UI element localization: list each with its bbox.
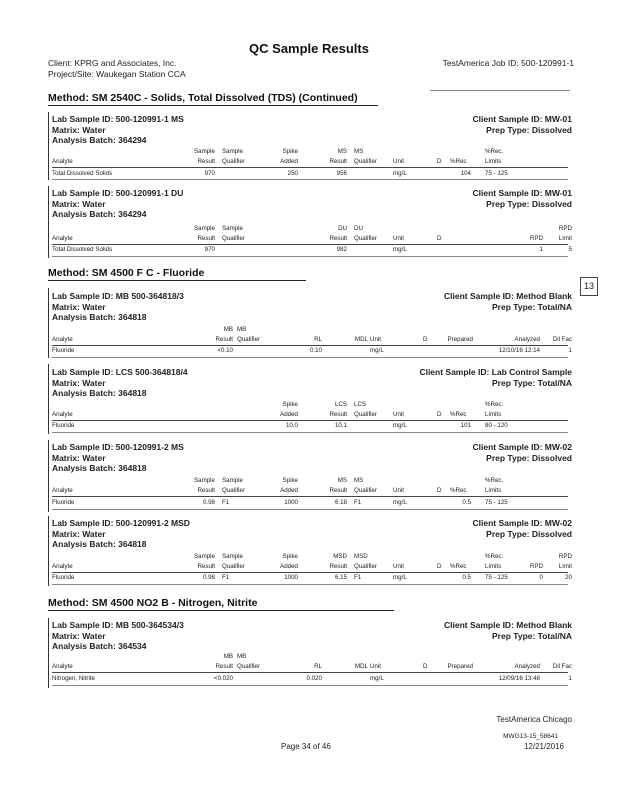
header-divider: [430, 90, 570, 91]
row-rule: [52, 256, 568, 257]
column-header: [0, 235, 618, 243]
cell-result: <0.020: [213, 675, 233, 682]
col-analyte: Analyte: [52, 563, 73, 570]
cell-unit: mg/L: [393, 246, 407, 253]
cell-qualifier: F1: [354, 499, 362, 506]
col-mb: MB: [237, 326, 247, 333]
method-underline: [48, 610, 394, 611]
cell-result: 6.15: [334, 574, 347, 581]
table-row: [0, 574, 618, 582]
col-spike: Spike: [282, 477, 298, 484]
cell-analyzed: 12/09/16 13:48: [498, 675, 540, 682]
col-rpd: RPD: [529, 563, 543, 570]
col-d: D: [423, 336, 428, 343]
col-ms: MS: [337, 148, 347, 155]
row-rule: [52, 509, 568, 510]
col-du: DU: [338, 225, 347, 232]
block-client: [473, 114, 572, 135]
matrix: Matrix: Water: [52, 452, 106, 463]
block-client: [419, 367, 572, 388]
col-rec: %Rec.: [485, 401, 504, 408]
col-sample: Sample: [222, 477, 243, 484]
col-analyte: Analyte: [52, 487, 73, 494]
matrix: Matrix: Water: [52, 124, 106, 135]
method-underline: [48, 105, 378, 106]
lab-sample-id: Lab Sample ID: MB 500-364534/3: [52, 620, 184, 630]
cell-result: 0.98: [202, 499, 215, 506]
cell-result: 0.98: [202, 574, 215, 581]
cell-analyte: Nitrogen, Nitrite: [52, 675, 95, 682]
method-underline: [48, 280, 306, 281]
col-mdl: MDL: [354, 336, 368, 343]
block-client: [473, 442, 572, 463]
block-ids: [52, 114, 184, 146]
cell-unit: mg/L: [370, 347, 384, 354]
method-title: Method: SM 4500 NO2 B - Nitrogen, Nitrite: [48, 597, 258, 609]
client-name: Client: KPRG and Associates, Inc.: [48, 58, 177, 68]
col-qualifier: Qualifier: [354, 235, 378, 242]
cell-qualifier: F1: [222, 499, 230, 506]
block-ids: [52, 518, 190, 550]
matrix: Matrix: Water: [52, 377, 106, 388]
prep-type: Prep Type: Total/NA: [492, 301, 572, 312]
cell-rec: 101: [460, 422, 471, 429]
col-limits: Limits: [485, 563, 502, 570]
cell-limit: 5: [568, 246, 572, 253]
col-result: Result: [329, 158, 347, 165]
col-qualifier: Qualifier: [222, 235, 246, 242]
col-unit: Unit: [393, 487, 405, 494]
col-unit: Unit: [393, 235, 405, 242]
block-client: [444, 291, 572, 312]
prep-type: Prep Type: Dissolved: [486, 452, 572, 463]
col-dilfac: Dil Fac: [552, 663, 572, 670]
col-prepared: Prepared: [447, 663, 473, 670]
cell-rl: 0.10: [309, 347, 322, 354]
col-added: Added: [280, 563, 298, 570]
client-sample-id: Client Sample ID: MW-02: [472, 442, 572, 452]
prep-type: Prep Type: Total/NA: [492, 377, 572, 388]
col-mb: MB: [223, 326, 233, 333]
analysis-batch: Analysis Batch: 364534: [52, 641, 147, 651]
lab-sample-id: Lab Sample ID: 500-120991-1 DU: [52, 188, 184, 198]
cell-rec: 0.5: [462, 574, 471, 581]
col-sample: Sample: [222, 225, 243, 232]
row-rule: [52, 179, 568, 180]
column-header: [0, 336, 618, 344]
report-date: 12/21/2016: [523, 742, 564, 751]
col-result: Result: [329, 487, 347, 494]
lab-sample-id: Lab Sample ID: 500-120991-1 MS: [52, 114, 184, 124]
cell-dilfac: 1: [568, 675, 572, 682]
table-row: [0, 499, 618, 507]
analysis-batch: Analysis Batch: 364818: [52, 463, 147, 473]
row-rule: [52, 357, 568, 358]
col-rec: %Rec.: [485, 148, 504, 155]
block-client: [473, 518, 572, 539]
col-analyte: Analyte: [52, 663, 73, 670]
col-result: Result: [215, 336, 233, 343]
cell-added: 250: [287, 170, 298, 177]
col-sample: Sample: [222, 148, 243, 155]
col-result: Result: [215, 663, 233, 670]
block-ids: [52, 188, 183, 220]
cell-qualifier: F1: [222, 574, 230, 581]
column-header: [0, 563, 618, 571]
column-header: [0, 487, 618, 495]
column-header-top: [0, 477, 618, 485]
col-result: Result: [197, 235, 215, 242]
analysis-batch: Analysis Batch: 364294: [52, 135, 147, 145]
block-client: [444, 620, 572, 641]
prep-type: Prep Type: Total/NA: [492, 630, 572, 641]
cell-rpd: 0: [539, 574, 543, 581]
col-du: DU: [354, 225, 363, 232]
table-row: [0, 675, 618, 683]
footer-lab: TestAmerica Chicago: [496, 715, 572, 724]
col-prepared: Prepared: [447, 336, 473, 343]
col-qualifier: Qualifier: [354, 487, 378, 494]
page-number: Page 34 of 46: [281, 742, 331, 751]
cell-unit: mg/L: [393, 422, 407, 429]
col-spike: Spike: [282, 553, 298, 560]
col-msd: MSD: [333, 553, 347, 560]
col-unit: Unit: [393, 563, 405, 570]
col-dilfac: Dil Fac: [552, 336, 572, 343]
col-unit: Unit: [393, 158, 405, 165]
col-d: D: [437, 563, 442, 570]
col-sample: Sample: [194, 553, 215, 560]
col-rec: %Rec: [450, 411, 467, 418]
col-rec: %Rec.: [485, 553, 504, 560]
col-rl: RL: [314, 663, 322, 670]
lab-sample-id: Lab Sample ID: 500-120991-2 MSD: [52, 518, 190, 528]
client-sample-id: Client Sample ID: Method Blank: [444, 620, 572, 630]
col-sample: Sample: [194, 477, 215, 484]
column-header-top: [0, 653, 618, 661]
client-sample-id: Client Sample ID: Method Blank: [444, 291, 572, 301]
col-analyte: Analyte: [52, 336, 73, 343]
col-result: Result: [329, 411, 347, 418]
col-d: D: [437, 411, 442, 418]
cell-rec: 0.5: [462, 499, 471, 506]
table-row: [0, 347, 618, 355]
analysis-batch: Analysis Batch: 364818: [52, 312, 147, 322]
cell-unit: mg/L: [393, 170, 407, 177]
cell-result: 956: [336, 170, 347, 177]
col-spike: Spike: [282, 401, 298, 408]
col-mdl: MDL: [354, 663, 368, 670]
col-analyte: Analyte: [52, 411, 73, 418]
analysis-batch: Analysis Batch: 364818: [52, 539, 147, 549]
header-rule: [52, 244, 568, 245]
col-limits: Limits: [485, 411, 502, 418]
col-unit: Unit: [370, 663, 382, 670]
col-result: Result: [197, 487, 215, 494]
cell-analyte: Fluoride: [52, 347, 75, 354]
col-qualifier: Qualifier: [354, 158, 378, 165]
cell-analyte: Fluoride: [52, 422, 75, 429]
cell-added: 1000: [284, 574, 298, 581]
col-sample: Sample: [222, 553, 243, 560]
cell-unit: mg/L: [370, 675, 384, 682]
cell-qualifier: F1: [354, 574, 362, 581]
table-row: [0, 246, 618, 254]
job-id: TestAmerica Job ID: 500-120991-1: [442, 58, 574, 68]
header-rule: [52, 496, 568, 497]
col-d: D: [437, 235, 442, 242]
client-sample-id: Client Sample ID: MW-01: [472, 114, 572, 124]
cell-analyte: Fluoride: [52, 499, 75, 506]
section-tab-marker: 13: [580, 277, 598, 296]
cell-limits: 75 - 125: [485, 574, 508, 581]
block-ids: [52, 367, 188, 399]
col-rpd: RPD: [529, 235, 543, 242]
cell-limits: 75 - 125: [485, 499, 508, 506]
cell-analyte: Total Dissolved Solids: [52, 170, 113, 177]
cell-rec: 104: [460, 170, 471, 177]
col-sample: Sample: [194, 225, 215, 232]
method-title: Method: SM 2540C - Solids, Total Dissolved (TDS) (Continued): [48, 92, 358, 104]
column-header-top: [0, 225, 618, 233]
col-rpd: RPD: [558, 225, 572, 232]
column-header: [0, 411, 618, 419]
page-title: QC Sample Results: [249, 41, 369, 56]
col-added: Added: [280, 487, 298, 494]
cell-result: <0.10: [217, 347, 233, 354]
lab-sample-id: Lab Sample ID: 500-120991-2 MS: [52, 442, 184, 452]
column-header: [0, 158, 618, 166]
block-ids: [52, 620, 184, 652]
cell-result: 6.18: [334, 499, 347, 506]
row-rule: [52, 685, 568, 686]
cell-limits: 75 - 125: [485, 170, 508, 177]
block-ids: [52, 291, 184, 323]
cell-analyte: Fluoride: [52, 574, 75, 581]
col-result: Result: [197, 158, 215, 165]
col-rec: %Rec: [450, 563, 467, 570]
column-header-top: [0, 553, 618, 561]
cell-analyte: Total Dissolved Solids: [52, 246, 113, 253]
cell-rl: 0.020: [306, 675, 322, 682]
column-header: [0, 663, 618, 671]
client-sample-id: Client Sample ID: MW-01: [472, 188, 572, 198]
col-ms: MS: [337, 477, 347, 484]
cell-added: 10.0: [285, 422, 298, 429]
col-rec: %Rec: [450, 487, 467, 494]
col-lcs: LCS: [334, 401, 347, 408]
cell-result: 970: [204, 246, 215, 253]
header-rule: [52, 167, 568, 168]
col-lcs: LCS: [354, 401, 367, 408]
col-limits: Limits: [485, 158, 502, 165]
col-d: D: [437, 158, 442, 165]
client-sample-id: Client Sample ID: MW-02: [472, 518, 572, 528]
matrix: Matrix: Water: [52, 528, 106, 539]
col-d: D: [437, 487, 442, 494]
col-analyte: Analyte: [52, 158, 73, 165]
project-site: Project/Site: Waukegan Station CCA: [48, 69, 186, 79]
cell-rpd: 1: [539, 246, 543, 253]
block-ids: [52, 442, 184, 474]
col-d: D: [423, 663, 428, 670]
header-rule: [52, 345, 568, 346]
col-rl: RL: [314, 336, 322, 343]
col-qualifier: Qualifier: [237, 663, 261, 670]
analysis-batch: Analysis Batch: 364294: [52, 209, 147, 219]
method-title: Method: SM 4500 F C - Fluoride: [48, 267, 205, 279]
col-analyzed: Analyzed: [514, 663, 540, 670]
col-mb: MB: [223, 653, 233, 660]
cell-analyzed: 12/10/16 12:14: [498, 347, 540, 354]
cell-result: 982: [336, 246, 347, 253]
col-unit: Unit: [370, 336, 382, 343]
table-row: [0, 422, 618, 430]
col-rpd: RPD: [558, 553, 572, 560]
table-row: [0, 170, 618, 178]
col-spike: Spike: [282, 148, 298, 155]
col-added: Added: [280, 411, 298, 418]
col-qualifier: Qualifier: [354, 563, 378, 570]
prep-type: Prep Type: Dissolved: [486, 198, 572, 209]
cell-unit: mg/L: [393, 499, 407, 506]
col-qualifier: Qualifier: [222, 563, 246, 570]
analysis-batch: Analysis Batch: 364818: [52, 388, 147, 398]
block-client: [473, 188, 572, 209]
col-limit: Limit: [558, 235, 572, 242]
row-rule: [52, 432, 568, 433]
col-limits: Limits: [485, 487, 502, 494]
col-limit: Limit: [558, 563, 572, 570]
col-qualifier: Qualifier: [354, 411, 378, 418]
col-unit: Unit: [393, 411, 405, 418]
column-header-top: [0, 401, 618, 409]
col-added: Added: [280, 158, 298, 165]
col-ms: MS: [354, 148, 364, 155]
col-sample: Sample: [194, 148, 215, 155]
col-qualifier: Qualifier: [222, 158, 246, 165]
cell-result: 10.1: [334, 422, 347, 429]
row-rule: [52, 584, 568, 585]
col-result: Result: [329, 235, 347, 242]
col-result: Result: [329, 563, 347, 570]
column-header-top: [0, 148, 618, 156]
header-rule: [52, 672, 568, 673]
cell-dilfac: 1: [568, 347, 572, 354]
doc-id: MWG13-15_58641: [503, 733, 558, 740]
col-ms: MS: [354, 477, 364, 484]
prep-type: Prep Type: Dissolved: [486, 528, 572, 539]
header-rule: [52, 572, 568, 573]
client-sample-id: Client Sample ID: Lab Control Sample: [419, 367, 572, 377]
cell-result: 970: [204, 170, 215, 177]
matrix: Matrix: Water: [52, 301, 106, 312]
cell-limits: 80 - 120: [485, 422, 508, 429]
prep-type: Prep Type: Dissolved: [486, 124, 572, 135]
col-analyzed: Analyzed: [514, 336, 540, 343]
matrix: Matrix: Water: [52, 198, 106, 209]
lab-sample-id: Lab Sample ID: MB 500-364818/3: [52, 291, 184, 301]
col-msd: MSD: [354, 553, 368, 560]
col-result: Result: [197, 563, 215, 570]
matrix: Matrix: Water: [52, 630, 106, 641]
col-rec: %Rec.: [485, 477, 504, 484]
lab-sample-id: Lab Sample ID: LCS 500-364818/4: [52, 367, 188, 377]
cell-limit: 20: [565, 574, 572, 581]
column-header-top: [0, 326, 618, 334]
col-qualifier: Qualifier: [237, 336, 261, 343]
cell-added: 1000: [284, 499, 298, 506]
cell-unit: mg/L: [393, 574, 407, 581]
col-qualifier: Qualifier: [222, 487, 246, 494]
col-mb: MB: [237, 653, 247, 660]
col-analyte: Analyte: [52, 235, 73, 242]
header-rule: [52, 420, 568, 421]
col-rec: %Rec: [450, 158, 467, 165]
